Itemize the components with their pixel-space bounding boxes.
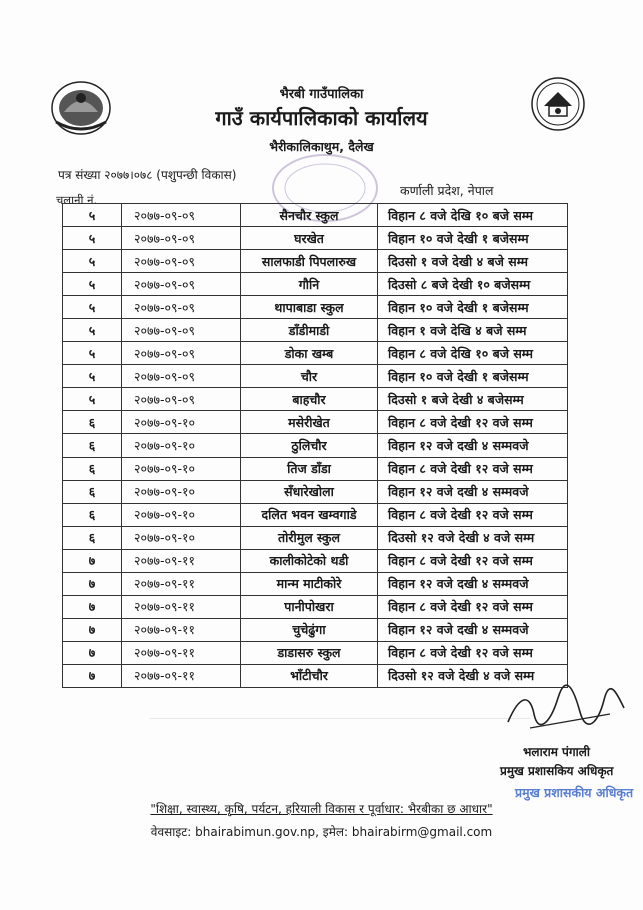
municipality-name: भैरबी गाउँपालिका <box>279 87 364 102</box>
schedule-place: डोका खम्ब <box>241 342 378 365</box>
table-row <box>63 273 568 296</box>
schedule-date: २०७७-०९-०९ <box>122 204 241 227</box>
schedule-date: २०७७-०९-१० <box>122 457 241 480</box>
schedule-time: विहान ८ वजे देखी १२ वजे सम्म <box>378 457 568 480</box>
schedule-day: ६ <box>63 434 122 457</box>
schedule-date: २०७७-०९-१० <box>122 526 241 549</box>
schedule-time: विहान ८ वजे देखी १२ वजे सम्म <box>378 411 568 434</box>
schedule-day: ६ <box>63 480 122 503</box>
table-row <box>63 549 568 572</box>
schedule-day: ५ <box>63 204 122 227</box>
schedule-time: विहान १२ वजे दखी ४ सम्मवजे <box>378 618 568 641</box>
schedule-date: २०७७-०९-११ <box>122 595 241 618</box>
schedule-place: घरखेत <box>241 227 378 250</box>
faint-bleedthrough <box>150 718 530 769</box>
schedule-day: ६ <box>63 411 122 434</box>
schedule-time: विहान १० वजे देखी १ बजेसम्म <box>378 296 568 319</box>
schedule-date: २०७७-०९-०९ <box>122 319 241 342</box>
table-row <box>63 434 568 457</box>
schedule-date: २०७७-०९-१० <box>122 503 241 526</box>
schedule-place: डाँडीमाडी <box>241 319 378 342</box>
schedule-time: विहान ८ वजे देखी १२ वजे सम्म <box>378 641 568 664</box>
schedule-date: २०७७-०९-१० <box>122 480 241 503</box>
table-row <box>63 595 568 618</box>
footer-slogan-text: "शिक्षा, स्वास्थ्य, कृषि, पर्यटन, हरियाली विकास र पूर्वाधार: भैरबीका छ आधार" <box>150 802 493 816</box>
schedule-date: २०७७-०९-०९ <box>122 365 241 388</box>
schedule-place: दलित भवन खम्वगाडे <box>241 503 378 526</box>
table-row <box>63 457 568 480</box>
schedule-place: बाहचौर <box>241 388 378 411</box>
table-row <box>63 503 568 526</box>
table-row <box>63 480 568 503</box>
schedule-place: मान्म माटीकोरे <box>241 572 378 595</box>
schedule-time: विहान १० वजे देखी १ बजेसम्म <box>378 227 568 250</box>
schedule-day: ७ <box>63 549 122 572</box>
schedule-date: २०७७-०९-११ <box>122 572 241 595</box>
schedule-day: ५ <box>63 365 122 388</box>
footer-slogan <box>0 800 643 817</box>
schedule-place: ठुलिचौर <box>241 434 378 457</box>
schedule-place: चुचेढुंगा <box>241 618 378 641</box>
schedule-time: दिउसो १२ वजे देखी ४ वजे सम्म <box>378 664 568 687</box>
schedule-place: पानीपोखरा <box>241 595 378 618</box>
schedule-time: विहान १० वजे देखी १ बजेसम्म <box>378 365 568 388</box>
signatory-name: भलाराम पंगाली <box>523 745 590 759</box>
schedule-place: भाँटीचौर <box>241 664 378 687</box>
schedule-place: तिज डाँडा <box>241 457 378 480</box>
table-row <box>63 319 568 342</box>
table-row <box>63 664 568 687</box>
schedule-date: २०७७-०९-११ <box>122 618 241 641</box>
schedule-time: विहान १ वजे देखि ४ बजे सम्म <box>378 319 568 342</box>
table-row <box>63 618 568 641</box>
schedule-place: सैनचौर स्कुल <box>241 204 378 227</box>
schedule-place: सँधारेखोला <box>241 480 378 503</box>
table-row <box>63 250 568 273</box>
schedule-date: २०७७-०९-१० <box>122 411 241 434</box>
schedule-place: चौर <box>241 365 378 388</box>
schedule-place: गौनि <box>241 273 378 296</box>
table-row <box>63 572 568 595</box>
schedule-day: ७ <box>63 618 122 641</box>
schedule-time: विहान ८ वजे देखि १० बजे सम्म <box>378 342 568 365</box>
schedule-place: सालफाडी पिपलारुख <box>241 250 378 273</box>
schedule-time: दिउसो १ वजे देखी ४ बजे सम्म <box>378 250 568 273</box>
schedule-time: विहान ८ वजे देखी १२ वजे सम्म <box>378 549 568 572</box>
schedule-place: तोरीमुल स्कुल <box>241 526 378 549</box>
schedule-place: कालीकोटेको थडी <box>241 549 378 572</box>
dispatch-number-label: चलानी नं. <box>56 193 98 207</box>
schedule-place: मसेरीखेत <box>241 411 378 434</box>
schedule-day: ५ <box>63 388 122 411</box>
schedule-day: ५ <box>63 319 122 342</box>
schedule-time: दिउसो ८ बजे देखी १० बजेसम्म <box>378 273 568 296</box>
schedule-day: ५ <box>63 273 122 296</box>
schedule-day: ५ <box>63 296 122 319</box>
schedule-time: विहान ८ वजे देखी १२ वजे सम्म <box>378 503 568 526</box>
table-row <box>63 388 568 411</box>
schedule-time: विहान १२ वजे दखी ४ सम्मवजे <box>378 480 568 503</box>
table-row <box>63 365 568 388</box>
schedule-day: ६ <box>63 526 122 549</box>
schedule-time: विहान १२ वजे दखी ४ सम्मवजे <box>378 572 568 595</box>
schedule-time: दिउसो १२ वजे देखी ४ वजे सम्म <box>378 526 568 549</box>
schedule-date: २०७७-०९-१० <box>122 434 241 457</box>
schedule-day: ७ <box>63 664 122 687</box>
schedule-date: २०७७-०९-११ <box>122 549 241 572</box>
signature-icon <box>500 684 630 732</box>
schedule-date: २०७७-०९-११ <box>122 641 241 664</box>
office-address: भैरीकालिकाथुम, दैलेख <box>269 139 374 154</box>
schedule-time: विहान १२ वजे दखी ४ सम्मवजे <box>378 434 568 457</box>
schedule-day: ७ <box>63 572 122 595</box>
blue-seal-text: प्रमुख प्रशासकीय अधिकृत <box>515 785 634 800</box>
schedule-date: २०७७-०९-०९ <box>122 342 241 365</box>
schedule-day: ७ <box>63 595 122 618</box>
schedule-day: ६ <box>63 503 122 526</box>
schedule-date: २०७७-०९-०९ <box>122 273 241 296</box>
schedule-day: ५ <box>63 342 122 365</box>
schedule-date: २०७७-०९-०९ <box>122 250 241 273</box>
footer-contact: वेवसाइट: bhairabimun.gov.np, इमेल: bhairabirm@gmail.com <box>150 825 493 839</box>
schedule-table <box>62 203 568 688</box>
office-title: गाउँ कार्यपालिकाको कार्यालय <box>215 106 428 130</box>
schedule-time: दिउसो १ बजे देखी ४ बजेसम्म <box>378 388 568 411</box>
schedule-day: ५ <box>63 250 122 273</box>
signatory-designation: प्रमुख प्रशासकिय अधिकृत <box>500 764 614 778</box>
schedule-time: विहान ८ वजे देखि १० बजे सम्म <box>378 204 568 227</box>
table-row <box>63 227 568 250</box>
table-row <box>63 411 568 434</box>
schedule-date: २०७७-०९-०९ <box>122 388 241 411</box>
table-row <box>63 296 568 319</box>
schedule-day: ५ <box>63 227 122 250</box>
letter-reference-number: पत्र संख्या २०७७।०७८ (पशुपन्छी विकास) <box>58 168 237 182</box>
table-row <box>63 526 568 549</box>
table-row <box>63 204 568 227</box>
table-row <box>63 641 568 664</box>
province-name: कर्णाली प्रदेश, नेपाल <box>400 183 494 198</box>
schedule-time: विहान ८ वजे देखी १२ वजे सम्म <box>378 595 568 618</box>
schedule-date: २०७७-०९-०९ <box>122 296 241 319</box>
schedule-day: ७ <box>63 641 122 664</box>
table-row <box>63 342 568 365</box>
schedule-place: डाडासरु स्कुल <box>241 641 378 664</box>
schedule-day: ६ <box>63 457 122 480</box>
schedule-place: थापाबाडा स्कुल <box>241 296 378 319</box>
schedule-date: २०७७-०९-०९ <box>122 227 241 250</box>
schedule-date: २०७७-०९-११ <box>122 664 241 687</box>
